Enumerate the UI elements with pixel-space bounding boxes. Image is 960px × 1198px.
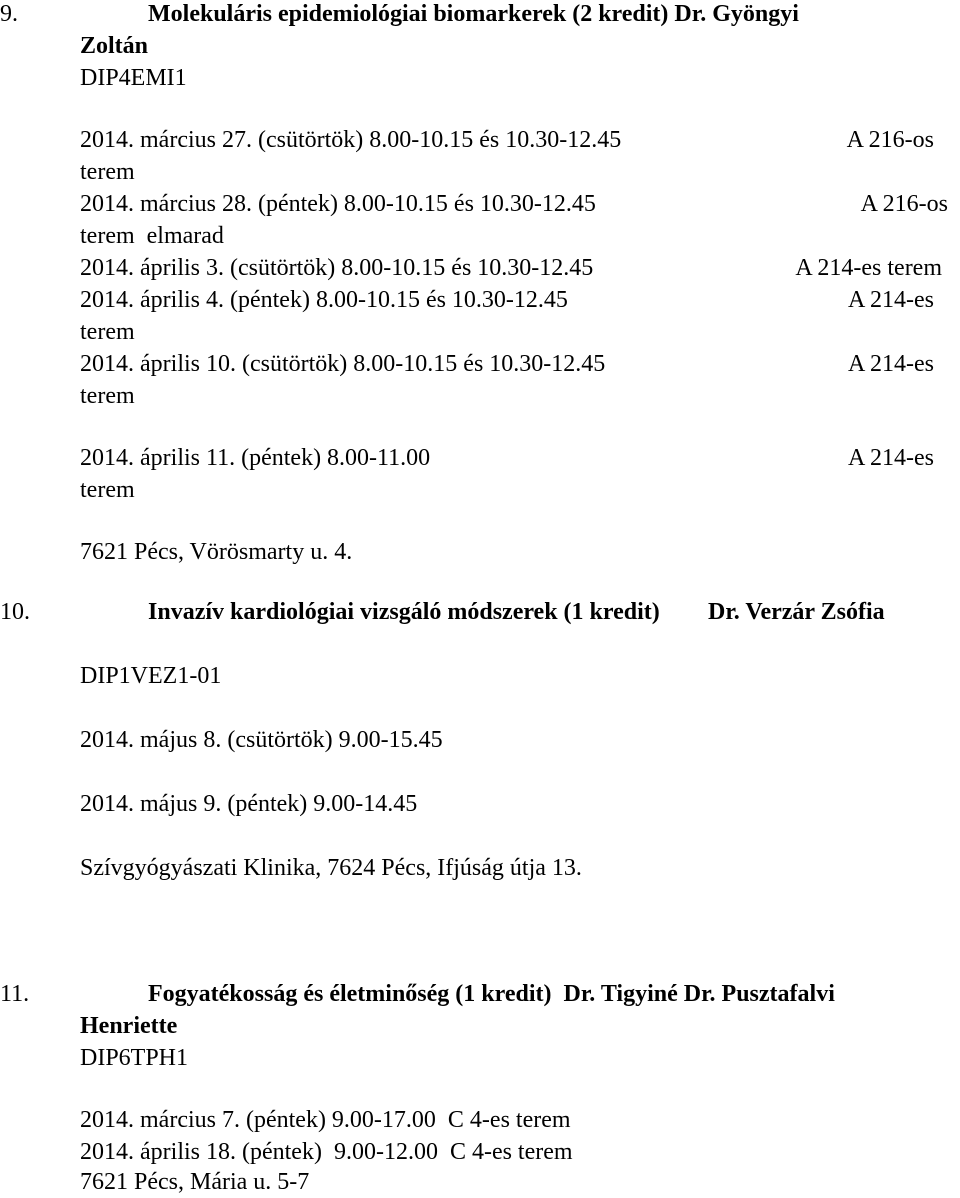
address: 7621 Pécs, Vörösmarty u. 4. — [80, 539, 353, 565]
session-date: 2014. április 4. (péntek) 8.00-10.15 és 10.30-12.45 — [80, 287, 568, 313]
course-title: Molekuláris epidemiológiai biomarkerek (2 kredit) Dr. Gyöngyi — [148, 1, 799, 27]
session-date: 2014. április 18. (péntek) 9.00-12.00 C 4-es terem — [80, 1139, 573, 1165]
session-date: 2014. május 9. (péntek) 9.00-14.45 — [80, 791, 418, 817]
session-date: 2014. március 27. (csütörtök) 8.00-10.15 és 10.30-12.45 — [80, 127, 622, 153]
course-title-cont: Zoltán — [80, 33, 149, 59]
course-code: DIP6TPH1 — [80, 1045, 189, 1071]
session-date: 2014. március 7. (péntek) 9.00-17.00 C 4-es terem — [80, 1107, 571, 1133]
course-title-cont: Henriette — [80, 1013, 178, 1039]
section-number: 10. — [0, 599, 30, 625]
session-room: A 214-es — [848, 287, 934, 313]
session-room: A 214-es — [848, 351, 934, 377]
session-date: 2014. április 3. (csütörtök) 8.00-10.15 és 10.30-12.45 — [80, 255, 594, 281]
session-room: A 214-es terem — [795, 255, 942, 281]
session-room-wrap: terem — [80, 477, 135, 503]
session-room-wrap: terem — [80, 159, 135, 185]
session-room-wrap: terem elmarad — [80, 223, 224, 249]
section-number: 11. — [0, 981, 30, 1007]
course-title: Fogyatékosság és életminőség (1 kredit) Dr. Tigyiné Dr. Pusztafalvi — [148, 981, 835, 1007]
instructor: Dr. Verzár Zsófia — [708, 599, 885, 625]
session-room: A 216-os — [860, 191, 948, 217]
session-date: 2014. április 11. (péntek) 8.00-11.00 — [80, 445, 431, 471]
course-code: DIP1VEZ1-01 — [80, 663, 222, 689]
session-room-wrap: terem — [80, 383, 135, 409]
address: 7621 Pécs, Mária u. 5-7 — [80, 1169, 310, 1195]
session-date: 2014. május 8. (csütörtök) 9.00-15.45 — [80, 727, 443, 753]
session-room: A 216-os — [846, 127, 934, 153]
course-title: Invazív kardiológiai vizsgáló módszerek (1 kredit) — [148, 599, 660, 625]
address: Szívgyógyászati Klinika, 7624 Pécs, Ifjúság útja 13. — [80, 855, 582, 881]
session-room: A 214-es — [848, 445, 934, 471]
session-date: 2014. március 28. (péntek) 8.00-10.15 és 10.30-12.45 — [80, 191, 596, 217]
session-date: 2014. április 10. (csütörtök) 8.00-10.15 és 10.30-12.45 — [80, 351, 606, 377]
section-number: 9. — [0, 1, 18, 27]
course-code: DIP4EMI1 — [80, 65, 187, 91]
session-room-wrap: terem — [80, 319, 135, 345]
